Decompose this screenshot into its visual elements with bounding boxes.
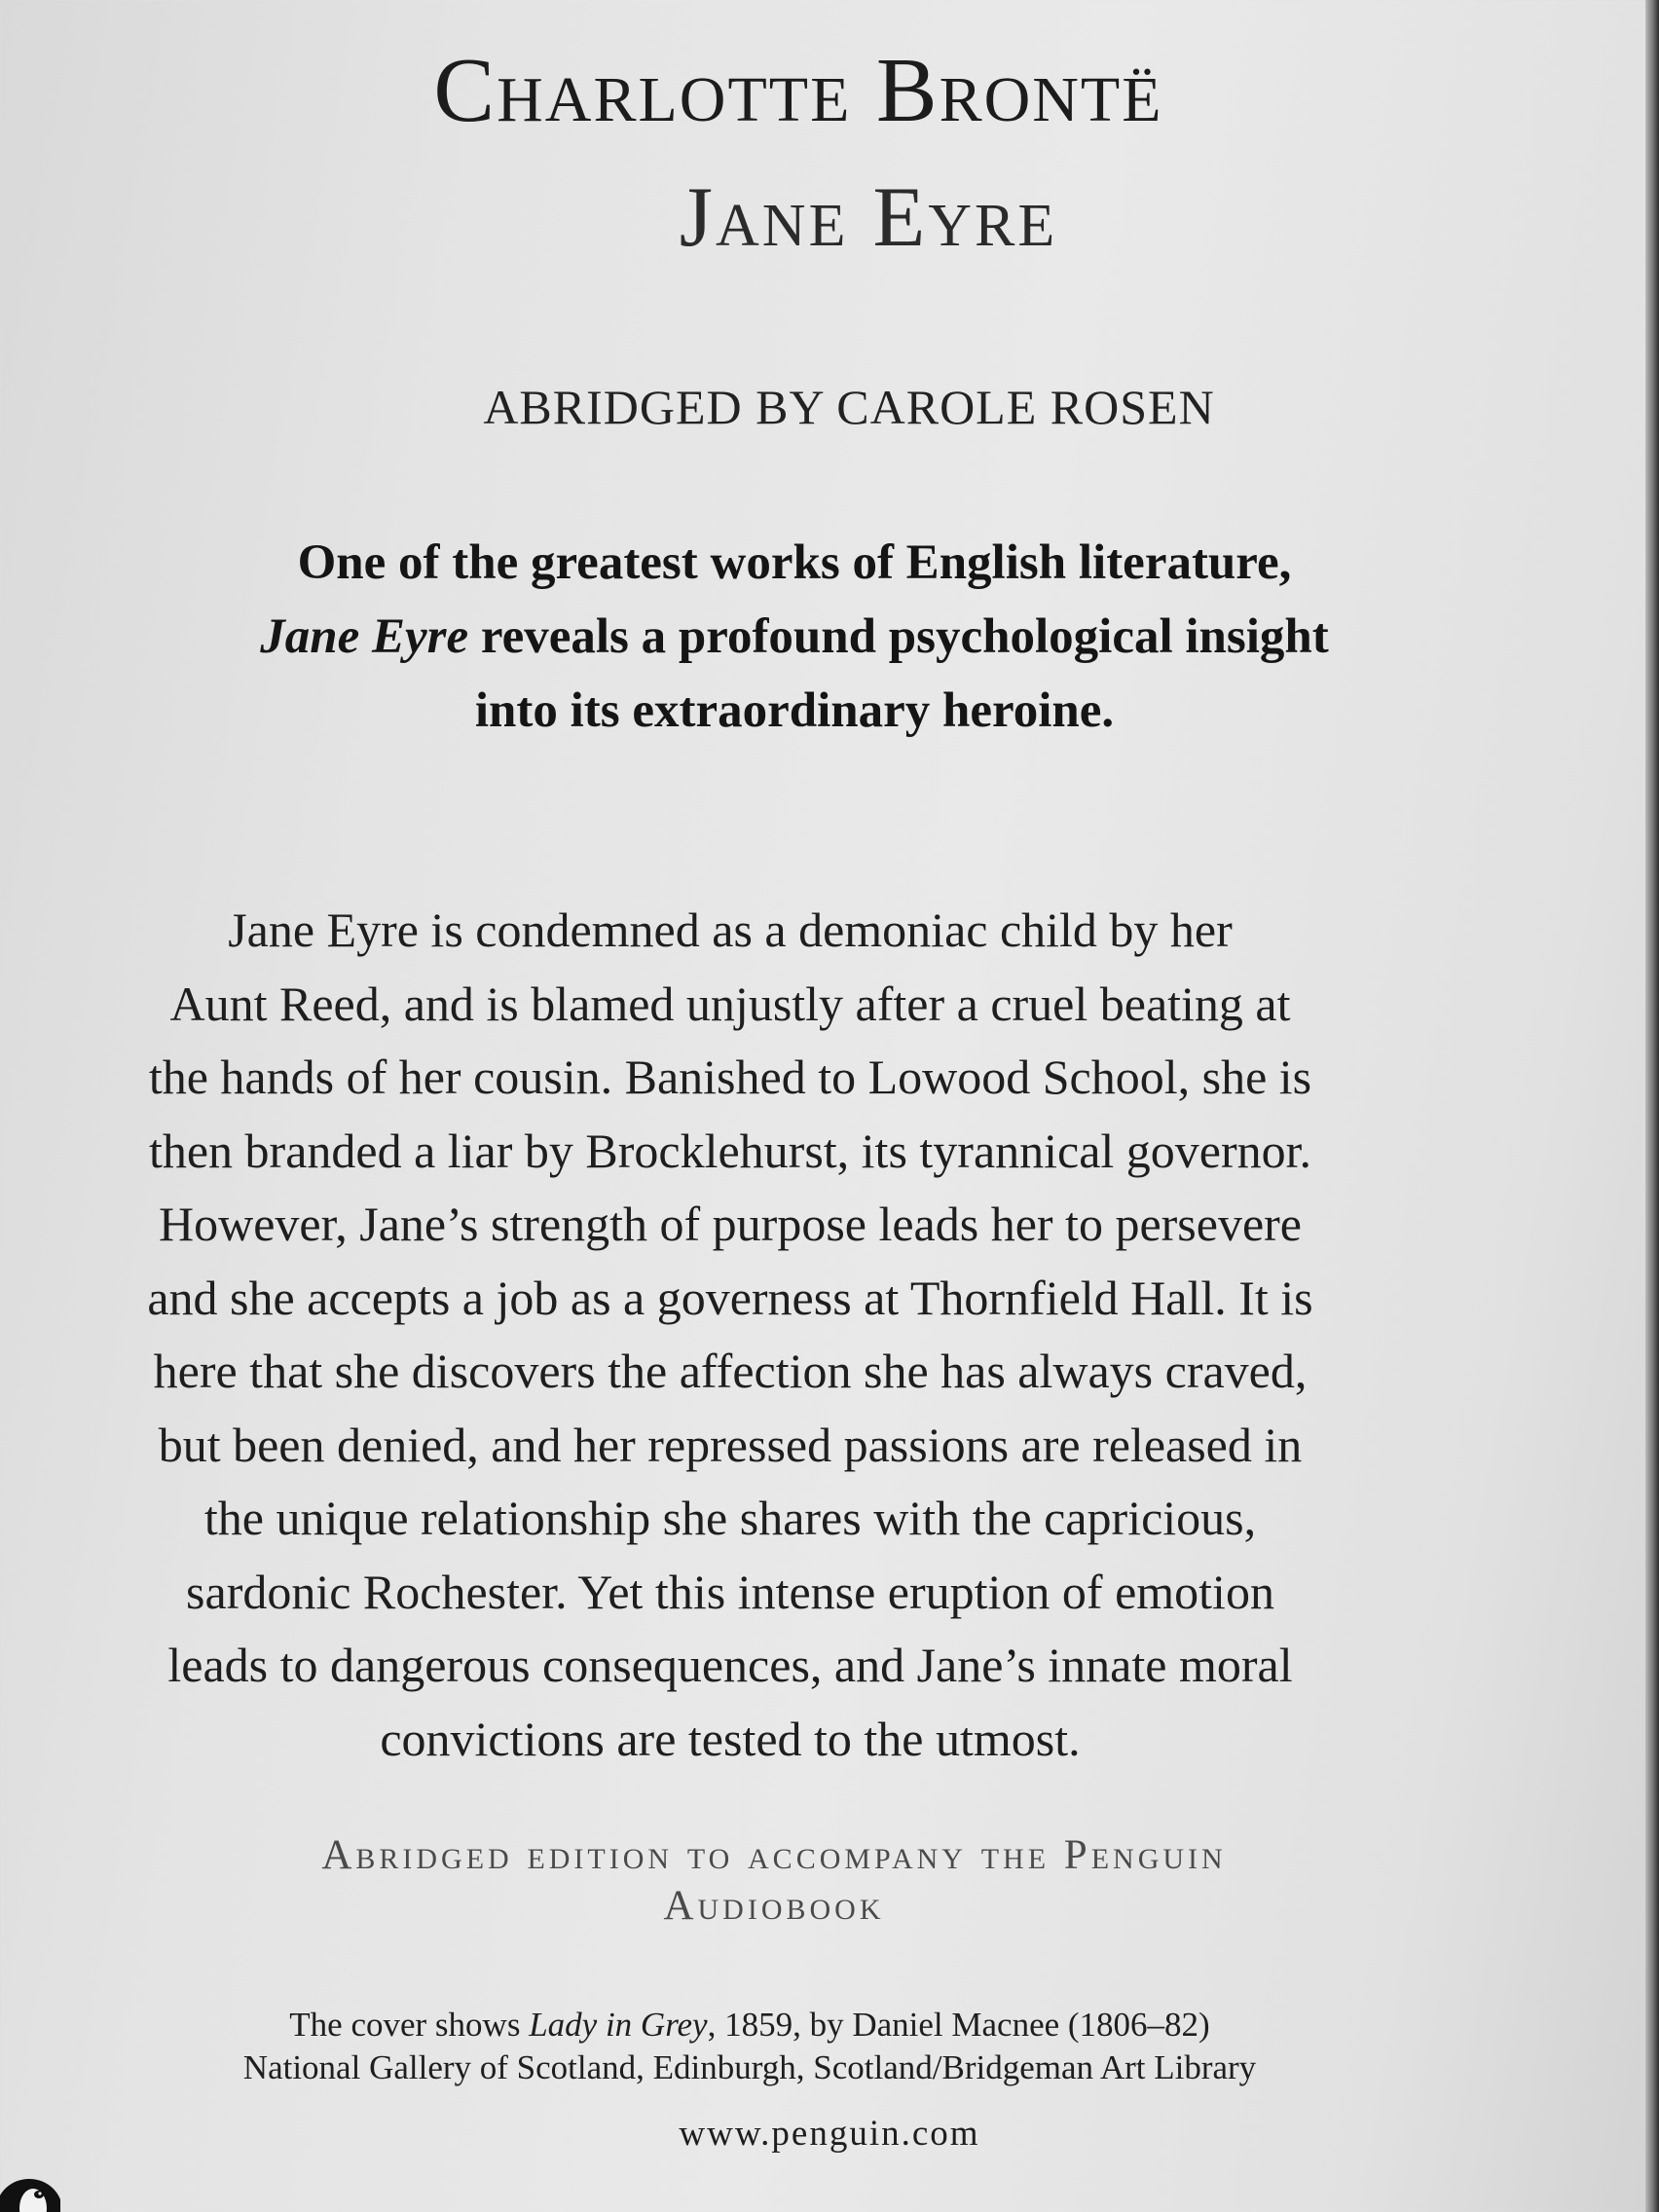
tagline-line-3: into its extraordinary heroine. bbox=[474, 683, 1115, 738]
publisher-url[interactable]: www.penguin.com bbox=[679, 2114, 980, 2154]
edition-note-line-1: Abridged edition to accompany the Penguin bbox=[321, 1832, 1227, 1878]
tagline bbox=[84, 526, 1505, 748]
book-spine-edge bbox=[1645, 0, 1659, 2212]
book-description bbox=[97, 894, 1363, 1776]
tagline-line-2-rest: reveals a profound psychological insight bbox=[468, 609, 1329, 664]
description-line: here that she discovers the affection she has always craved, bbox=[153, 1344, 1308, 1398]
description-line: However, Jane’s strength of purpose leads her to persevere bbox=[159, 1197, 1302, 1251]
credit-prefix: The cover shows bbox=[289, 2006, 530, 2044]
cover-credit bbox=[97, 2004, 1402, 2089]
tagline-title-italic: Jane Eyre bbox=[260, 609, 469, 664]
edition-note bbox=[127, 1830, 1421, 1932]
tagline-line-1: One of the greatest works of English literature, bbox=[297, 535, 1292, 590]
description-line: but been denied, and her repressed passions are released in bbox=[158, 1417, 1303, 1472]
description-line: leads to dangerous consequences, and Jane’s innate moral bbox=[167, 1638, 1293, 1692]
description-line: then branded a liar by Brocklehurst, its tyrannical governor. bbox=[148, 1123, 1312, 1178]
cover-credit-line-2: National Gallery of Scotland, Edinburgh, Scotland/Bridgeman Art Library bbox=[242, 2048, 1257, 2086]
description-line: convictions are tested to the utmost. bbox=[380, 1711, 1081, 1766]
author-name: Charlotte Brontë bbox=[433, 40, 1163, 141]
cover-credit-line-1 bbox=[97, 2004, 1402, 2046]
edition-note-line-2: Audiobook bbox=[663, 1883, 885, 1929]
description-line: Aunt Reed, and is blamed unjustly after a cruel beating at bbox=[169, 976, 1291, 1031]
tagline-line-2 bbox=[84, 600, 1505, 674]
penguin-logo-icon bbox=[0, 2165, 60, 2212]
credit-suffix: , 1859, by Daniel Macnee (1806–82) bbox=[707, 2006, 1210, 2044]
description-line: sardonic Rochester. Yet this intense eruption of emotion bbox=[186, 1564, 1274, 1619]
painting-title: Lady in Grey bbox=[529, 2006, 708, 2044]
description-line: the unique relationship she shares with the capricious, bbox=[203, 1491, 1257, 1545]
description-line: Jane Eyre is condemned as a demoniac child by her bbox=[228, 903, 1233, 957]
description-line: and she accepts a job as a governess at Thornfield Hall. It is bbox=[147, 1270, 1313, 1325]
description-line: the hands of her cousin. Banished to Lowood School, she is bbox=[148, 1050, 1312, 1104]
abridged-by-line: ABRIDGED BY CAROLE ROSEN bbox=[483, 380, 1215, 434]
book-title: Jane Eyre bbox=[679, 170, 1058, 265]
